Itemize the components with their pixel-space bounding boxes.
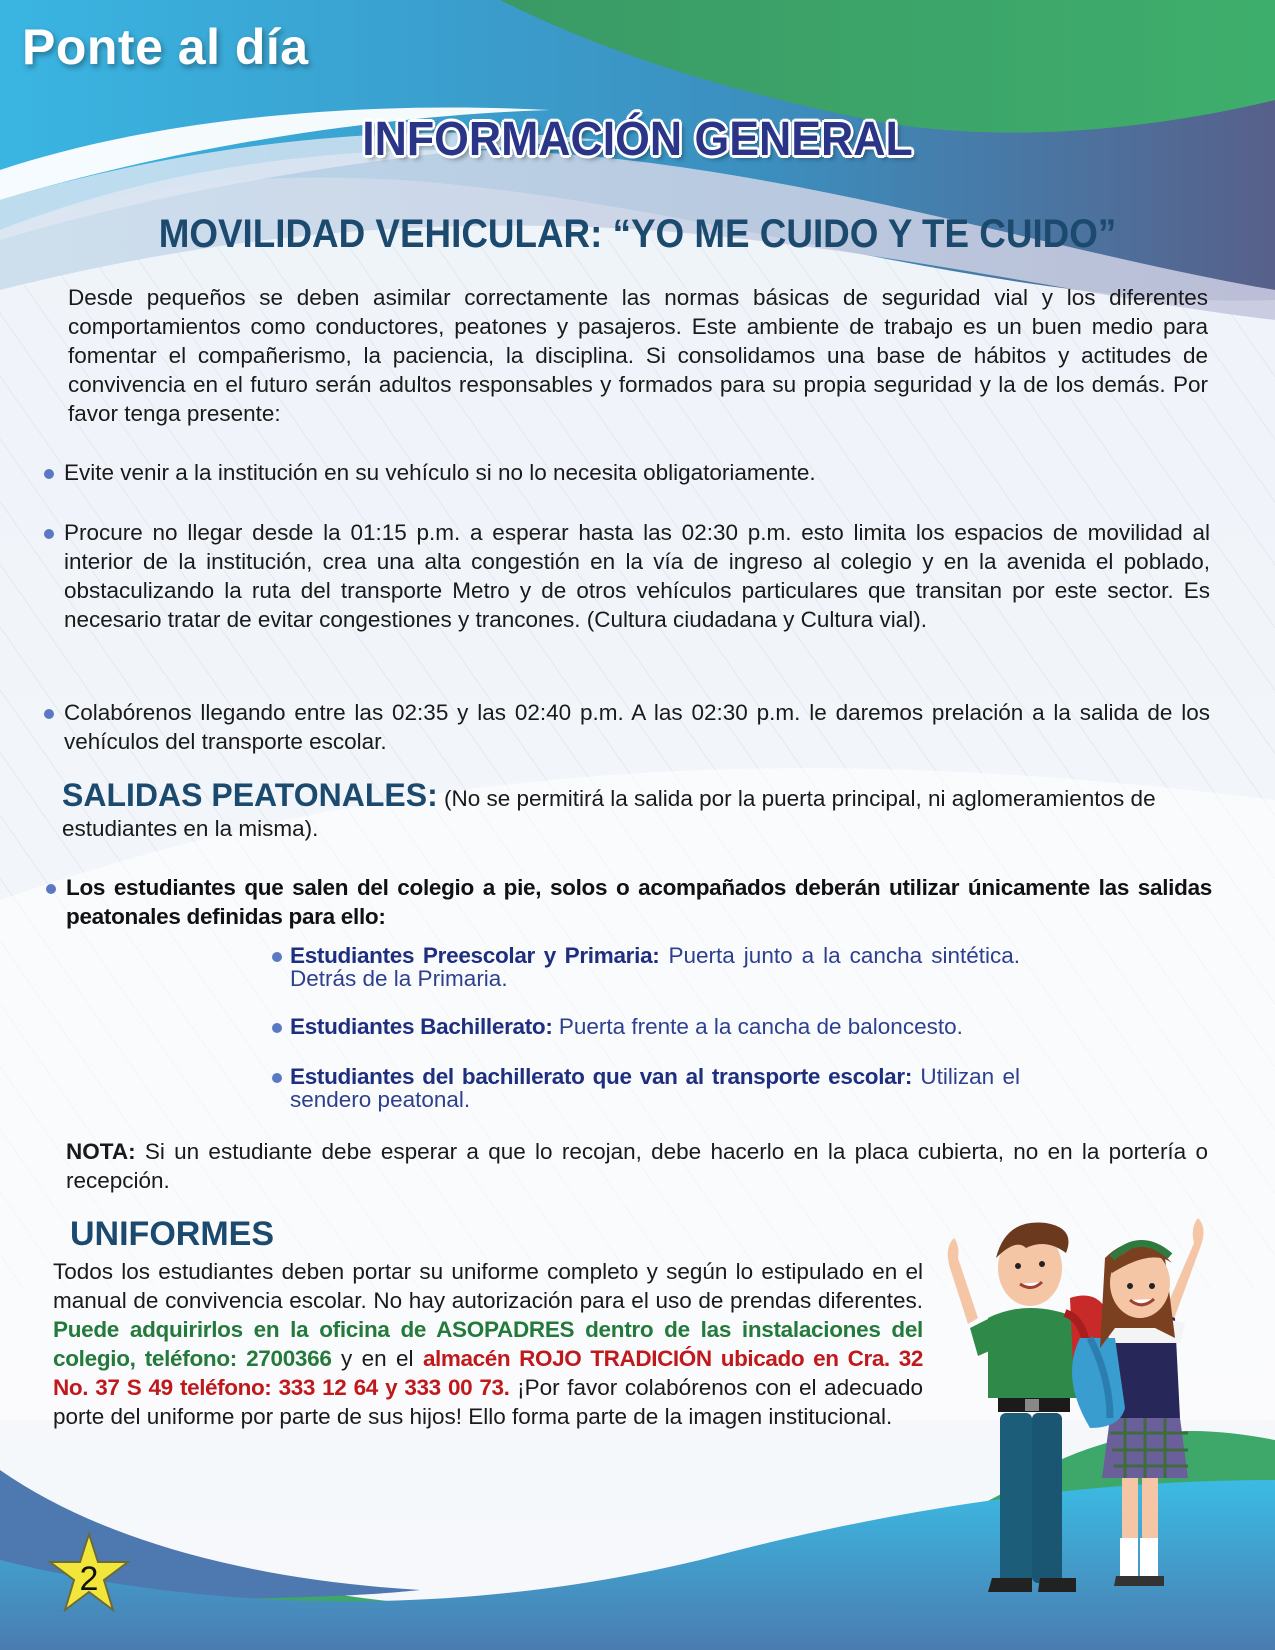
girl-figure [1072,1218,1204,1586]
uniformes-connector: y en el [331,1346,423,1371]
bullet-text: Colabórenos llegando entre las 02:35 y las 02:40 p.m. A las 02:30 p.m. le daremos prelación a la salida de los vehículos del transporte escolar. [64,700,1210,754]
list-item [272,1065,1020,1111]
uniformes-text: Todos los estudiantes deben portar su uniforme completo y según lo estipulado en el manual de convivencia escolar. No hay autorización para el uso de prendas diferentes. [53,1259,923,1313]
item-text: Puerta junto a la cancha sintética. Detrás de la Primaria. [290,943,1020,991]
bullet-icon [272,1023,282,1033]
salidas-note: (No se permitirá la salida por la puerta principal, ni aglomeramientos de estudiantes en la misma). [62,786,1156,841]
intro-paragraph: Desde pequeños se deben asimilar correctamente las normas básicas de seguridad vial y los diferentes comportamientos como conductores, peatones y pasajeros. Este ambiente de trabajo es un buen medio para fomentar el compañerismo, la paciencia, la disciplina. Si consolidamos una base de hábitos y actitudes de convivencia en el futuro serán adultos responsables y formados para su propia seguridad y la de los demás. Por favor tenga presente: [68,285,1208,426]
page-number: 2 [79,1560,99,1598]
salidas-block [62,777,1212,844]
salidas-list [272,944,1020,1111]
item-label: Estudiantes del bachillerato que van al transporte escolar: [290,1064,913,1089]
section-title-salidas: SALIDAS PEATONALES: [62,777,438,813]
bullet-text: Evite venir a la institución en su vehículo si no lo necesita obligatoriamente. [64,460,816,485]
item-label: Estudiantes Preescolar y Primaria: [290,943,660,968]
section-title-uniformes: UNIFORMES [70,1215,274,1253]
bullet-icon [46,884,56,894]
list-item [46,873,1212,931]
list-item [272,944,1020,990]
asopadres-info: Puede adquirirlos en la oficina de ASOPADRES dentro de las instalaciones del colegio, teléfono: 2700366 [53,1317,923,1371]
bullet-icon [272,952,282,962]
uniformes-paragraph [53,1257,923,1431]
item-label: Estudiantes Bachillerato: [290,1014,553,1039]
item-text: Puerta frente a la cancha de baloncesto. [552,1014,963,1039]
bullet-icon [272,1073,282,1083]
list-item [44,518,1210,634]
list-item [272,1015,1020,1038]
nota-text: Si un estudiante debe esperar a que lo recojan, debe hacerlo en la placa cubierta, no en la portería o recepción. [66,1139,1208,1193]
page-title: INFORMACIÓN GENERAL [362,113,913,166]
nota-label: NOTA: [66,1139,136,1164]
students-illustration [930,1218,1230,1608]
list-item [44,458,1210,487]
bullet-icon [44,709,54,719]
list-item [44,698,1210,756]
almacen-info: almacén ROJO TRADICIÓN ubicado en Cra. 32 No. 37 S 49 teléfono: 333 12 64 y 333 00 73. [53,1346,923,1400]
section-title-movilidad: MOVILIDAD VEHICULAR: “YO ME CUIDO Y TE CUIDO” [158,212,1117,256]
bullet-icon [44,469,54,479]
uniformes-closing: ¡Por favor colabórenos con el adecuado porte del uniforme por parte de sus hijos! Ello forma parte de la imagen institucional. [53,1375,923,1429]
item-text: Utilizan el sendero peatonal. [290,1064,1020,1112]
page-number-star-icon [48,1532,130,1612]
bullet-text: Los estudiantes que salen del colegio a pie, solos o acompañados deberán utilizar únicamente las salidas peatonales definidas para ello: [66,875,1212,929]
bullet-text: Procure no llegar desde la 01:15 p.m. a esperar hasta las 02:30 p.m. esto limita los espacios de movilidad al interior de la institución, crea una alta congestión en la vía de ingreso al colegio y en la avenida el poblado, obstaculizando la ruta del transporte Metro y de otros vehículos particulares que transitan por este sector. Es necesario tratar de evitar congestiones y trancones. (Cultura ciudadana y Cultura vial). [64,520,1210,632]
bullet-icon [44,529,54,539]
nota-paragraph [66,1137,1208,1195]
brand-title: Ponte al día [22,19,309,75]
